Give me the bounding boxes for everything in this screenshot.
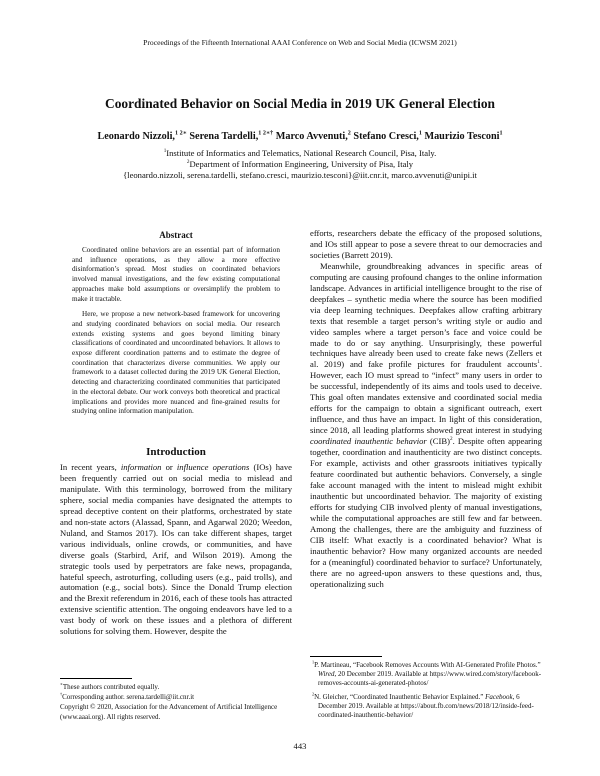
emphasis: Facebook [485, 692, 513, 701]
footnote-text: P. Martineau, “Facebook Removes Accounts With AI-Generated Profile Photos.” [314, 661, 541, 669]
footnote-sup: ∗ [60, 681, 63, 687]
author-emails: {leonardo.nizzoli, serena.tardelli, stefano.cresci, maurizio.tesconi}@iit.cnr.it, marco.avvenuti@unipi.it [123, 170, 477, 180]
paper-title: Coordinated Behavior on Social Media in 2019 UK General Election [105, 96, 495, 111]
text-run: (IOs) have been frequently carried out on social media to mislead and manipulate. With this terminology, borrowed from the military sphere, social media companies have designated the attempts to spread deceptive content on their platforms, orchestrated by state and non-state actors (Alassad, Spann, and Agarwal 2020; Weedon, Nuland, and Stamos 2017). IOs can take different shapes, target various individuals, online crowds, or communities, and have diverse goals (Starbird, Arif, and Wilson 2019). Among the strategic tools used by perpetrators are fake news, propaganda, hateful speech, astroturfing, colluding users (e.g., paid trolls), and automation (e.g., social bots). Since the Donald Trump election and the Brexit referendum in 2016, each of these tools has attracted extensive scientific attention. The ongoing endeavors have led to a vast body of work on these issues and a plethora of different solutions for solving them. However, despite the [60, 462, 292, 637]
emphasis: Wired [318, 670, 335, 679]
affiliation-2 [0, 159, 600, 169]
author-sup: 1 [499, 130, 503, 137]
emphasis: information [120, 462, 162, 472]
footnote-rule [60, 678, 132, 679]
text-run: or [161, 462, 177, 472]
footnote [310, 661, 542, 689]
body-paragraph [310, 261, 542, 590]
author-name: Maurizio Tesconi [421, 131, 500, 142]
affiliation-sup: 2 [186, 159, 190, 166]
footnote-text: N. Gleicher, “Coordinated Inauthentic Behavior Explained.” [314, 692, 486, 701]
author-name: Stefano Cresci, [350, 131, 419, 142]
abstract-paragraph: Coordinated online behaviors are an essential part of information and influence operations, as they allow a more effective disinformation’s spread. Most studies on coordinated behaviors involved manual investigations, and the few existing computational approaches make bold assumptions or oversimplify the problem to make it tractable. [72, 246, 280, 303]
author-sup: 1 [418, 130, 422, 137]
abstract-body [72, 246, 280, 423]
text-run: In recent years, [60, 462, 121, 472]
introduction-body [60, 462, 292, 637]
author-sup: 2 [347, 130, 351, 137]
text-run: Meanwhile, groundbreaking advances in specific areas of computing are causing profound changes to the online information landscape. Advances in artificial intelligence brought to the rise of deepfakes – synthetic media where the source has been modified via deep learning techniques. Deepfakes allow crafting arbitrary texts that resemble a target person’s writing style or audio and video samples where a target person’s face and voice could be made to do or say anything. Unsurprisingly, these powerful techniques have already been used to create fake news (Zellers et al. 2019) and fake profile pictures for fraudulent accounts [310, 260, 542, 370]
footnote-ref: 2 [449, 436, 453, 443]
text-run: . However, each IO must spread to “infect” many users in order to be successful, independently of its aims and tools used to deceive. This goal often mandates extensive and coordinated social media efforts for the campaign to obtain a significant outreach, exert influence, and thus have an impact. In light of this consideration, since 2018, all leading platforms showed great interest in studying [310, 359, 542, 436]
author-name: Serena Tardelli, [186, 131, 259, 142]
body-paragraph: efforts, researchers debate the efficacy of the proposed solutions, and IOs still appear to pose a severe threat to our democracies and societies (Barrett 2019). [310, 228, 542, 260]
author-sup: 1 2∗ [174, 130, 187, 137]
abstract-heading: Abstract [159, 230, 193, 240]
affiliation-text: Institute of Informatics and Telematics, National Research Council, Pisa, Italy. [166, 148, 437, 158]
copyright-notice: Copyright © 2020, Association for the Advancement of Artificial Intelligence (www.aaai.org). All rights reserved. [60, 703, 278, 721]
footnote-text: , 6 December 2019. Available at https://about.fb.com/news/2018/12/inside-feed-coordinated-inauthentic-behavior/ [318, 692, 534, 720]
author-sup: 1 2∗† [258, 130, 274, 137]
footnote-sup: 2 [312, 691, 315, 697]
footnote [60, 693, 292, 702]
author-name: Leonardo Nizzoli, [97, 131, 175, 142]
left-footnotes [60, 678, 292, 723]
author-name: Marco Avvenuti, [273, 131, 348, 142]
affiliation-text: Department of Information Engineering, University of Pisa, Italy [189, 159, 414, 169]
right-column-body [310, 228, 542, 589]
page-number: 443 [293, 741, 307, 751]
footnote [60, 683, 292, 692]
right-footnotes [310, 656, 542, 724]
intro-paragraph [60, 462, 292, 637]
text-run: . Despite often appearing together, coordination and inauthenticity are two distinct concepts. For example, activists and other grassroots initiatives typically feature coordinated but authentic behaviors. Conversely, a single fake account managed with the intent to mislead might exhibit inauthentic but uncoordinated behavior. The majority of existing efforts for studying CIB involved plenty of manual investigations, while the computational approaches are still few and far between. Among the challenges, there are the ambiguity and fuzziness of CIB itself: What exactly is a coordinated behavior? What is inauthentic behavior? How many organized accounts are needed for a (meaningful) coordinated behavior to surface? Unfortunately, there are no agreed-upon answers to these questions and, thus, operationalizing such [310, 436, 542, 589]
introduction-heading: Introduction [146, 446, 206, 458]
affiliation-1 [0, 148, 600, 158]
emphasis: influence operations [176, 462, 250, 472]
footnote-ref: 1 [537, 359, 540, 366]
abstract-paragraph: Here, we propose a new network-based framework for uncovering and studying coordinated behaviors on social media. Our research extends existing systems and goes beyond limiting binary classifications of coordinated and uncoordinated behaviors. It allows to expose different coordination patterns and to estimate the degree of coordination that characterizes diverse communities. We apply our framework to a dataset collected during the 2019 UK General Election, detecting and characterizing coordinated communities that participated in the electoral debate. Our work conveys both theoretical and practical implications and provides more nuanced and fine-grained results for studying online information manipulation. [72, 310, 280, 416]
footnote-sup: † [60, 691, 63, 697]
footnote-text: Corresponding author. serena.tardelli@iit.cnr.it [62, 693, 195, 702]
affiliation-sup: 1 [163, 148, 167, 155]
proceedings-header: Proceedings of the Fifteenth International AAAI Conference on Web and Social Media (ICWSM 2021) [143, 38, 457, 47]
footnote-rule [310, 656, 382, 657]
footnote-text: , 20 December 2019. Available at https://www.wired.com/story/facebook-removes-accounts-ai-generated-photos/ [318, 670, 542, 688]
text-run: (CIB) [426, 436, 450, 447]
footnote-sup: 1 [312, 659, 315, 665]
footnote-text: These authors contributed equally. [62, 683, 160, 691]
footnote [310, 693, 542, 721]
emphasis: coordinated inauthentic behavior [310, 436, 427, 447]
author-list [0, 131, 600, 142]
